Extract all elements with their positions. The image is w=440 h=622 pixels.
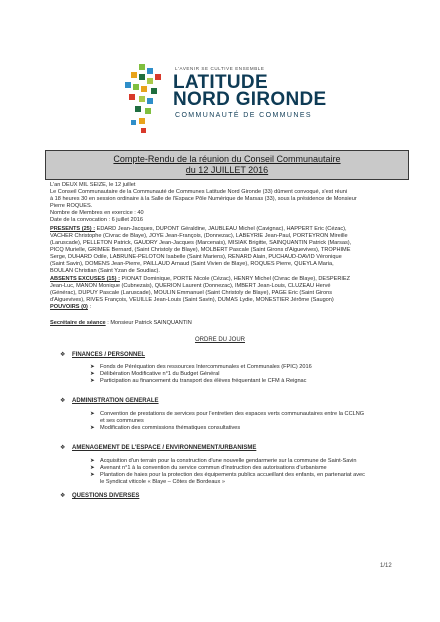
intro-paragraph [50,182,400,224]
presents-line: PICQ Murielle, GRIMEE Bernard, (Saint Christoly de Blaye), MOLBERT Pascale (Saint Girons d'Aiguevives), TROPHIME [50,247,351,253]
absents-line: Jean-Luc, MANON Monique (Cubnezais), QUERION Laurent (Donnezac), IMBERT Jean-Louis, CLUZEAU Hervé [50,283,331,289]
agenda-item: ➤ Modification des commissions thématiques consultatives [90,425,241,431]
diamond-bullet-icon: ❖ [60,493,66,499]
secretaire-value: : Monsieur Patrick SAINQUANTIN [105,320,192,326]
agenda-item: ➤ Plantation de haies pour la protection des équipements publics accueillant des enfants, en partenariat avec le Syndicat viticole « Blaye – Côtes de Bordeaux » [90,472,365,485]
absents-section [50,276,400,311]
agenda-items-amenagement [90,458,365,486]
agenda-section-heading: ADMINISTRATION GENERALE [72,398,159,404]
agenda-section-administration [60,397,159,405]
diamond-bullet-icon: ❖ [60,398,66,404]
agenda-items-administration [90,411,364,432]
arrow-bullet-icon: ➤ [90,465,95,471]
agenda-item: ➤ Acquisition d'un terrain pour la construction d'une nouvelle gendarmerie sur la commune de Saint-Savin [90,458,357,464]
arrow-bullet-icon: ➤ [90,425,95,431]
latitude-nord-gironde-logo [119,60,327,140]
agenda-section-amenagement [60,444,256,452]
absents-line: PIONAT Dominique, PORTE Nicole (Cézac), HENRY Michel (Civrac de Blaye), DESPERIEZ [119,276,351,282]
presents-line: EDARD Jean-Jacques, DUPONT Géraldine, JAUBLEAU Michel (Cavignac), HAPPERT Eric (Cézac), [95,226,347,232]
absents-label: ABSENTS EXCUSES (15) : [50,276,120,282]
arrow-bullet-icon: ➤ [90,458,95,464]
arrow-bullet-icon: ➤ [90,364,95,370]
title-line-2: du 12 JUILLET 2016 [185,165,269,175]
diamond-bullet-icon: ❖ [60,352,66,358]
agenda-item: ➤ Convention de prestations de services pour l'entretien des espaces verts communautaires entre la CCLNG et ses communes [90,411,365,424]
secretaire-label: Secrétaire de séance [50,320,106,326]
agenda-item: ➤ Délibération Modificative n°1 du Budget Général [90,371,220,377]
intro-line: Le Conseil Communautaire de la Communauté de Communes Latitude Nord Gironde (33) dûment convoqué, s'est réuni [50,189,348,195]
presents-line: (Saint Savin), DOMENS Jean-Pierre, PAILLAUD Arnaud (Saint Vivien de Blaye), ROQUES Pierre, QUEYLA Maria, [50,261,334,267]
presents-label: PRESENTS (25) : [50,226,96,232]
intro-line: L'an DEUX MIL SEIZE, le 12 juillet [50,182,136,188]
logo-mosaic-icon [119,60,163,140]
arrow-bullet-icon: ➤ [90,411,95,417]
pouvoirs-label: POUVOIRS (0) [50,304,88,310]
intro-line: Date de la convocation : 6 juillet 2016 [50,217,143,223]
logo-line-1: LATITUDE [173,72,268,93]
absents-line: d'Aiguevives), RIVES François, VEUILLE Jean-Louis (Saint Savin), DUMAS Lydie, MONESTIER Jérôme (Saugon) [50,297,334,303]
ordre-du-jour-heading: ORDRE DU JOUR [194,337,245,343]
agenda-item: ➤ Fonds de Péréquation des ressources Intercommunales et Communales (FPIC) 2016 [90,364,312,370]
intro-line: Pierre ROQUES. [50,203,93,209]
agenda-items-finances [90,364,312,385]
absents-line: (Générac), DUPUY Pascale (Laruscade), MOULIN Emmanuel (Saint Christoly de Blaye), PAGE Eric (Saint Girons [50,290,333,296]
agenda-section-questions [60,492,139,500]
diamond-bullet-icon: ❖ [60,445,66,451]
presents-line: BOULAN Christian (Saint Yzan de Soudiac). [50,268,160,274]
title-line-1: Compte-Rendu de la réunion du Conseil Communautaire [113,154,341,164]
intro-line: Nombre de Membres en exercice : 40 [50,210,144,216]
page-number: 1/12 [380,563,392,569]
logo-tagline: L'AVENIR SE CULTIVE ENSEMBLE [175,66,265,71]
agenda-item: ➤ Avenant n°1 à la convention du service commun d'instruction des autorisations d'urbanisme [90,465,327,471]
logo-line-2: NORD GIRONDE [173,89,327,110]
agenda-section-heading: QUESTIONS DIVERSES [72,493,140,499]
presents-line: VACHER Christophe (Civrac de Blaye), JOYE Jean-François, (Donnezac), LABEYRIE Jean-Paul, PORTEYRON Mireille [50,233,348,239]
arrow-bullet-icon: ➤ [90,378,95,384]
presents-section [50,226,400,275]
agenda-section-heading: AMENAGEMENT DE L'ESPACE / ENVIRONNEMENT/URBANISME [72,445,257,451]
title-box [45,150,409,180]
secretaire-section [50,320,400,327]
agenda-item: ➤ Participation au financement du transport des élèves fréquentant le CFM à Reignac [90,378,307,384]
presents-line: (Laruscade), PELLETON Patrick, GAUDRY Jean-Jacques (Marcenais), MISIAK Brigitte, SAINQUANTIN Patrick (Marsas), [50,240,352,246]
arrow-bullet-icon: ➤ [90,472,95,478]
pouvoirs-value: : [87,304,92,310]
agenda-section-heading: FINANCES / PERSONNEL [72,352,146,358]
agenda-section-finances [60,351,145,359]
arrow-bullet-icon: ➤ [90,371,95,377]
presents-line: Serge, DUHARD Odile, LABRUNE-PELOTON Isabelle (Saint Mariens), RENARD Alain, PUCHAUD-DAVID Véronique [50,254,342,260]
intro-line: à 18 heures 30 en session ordinaire à la Salle de l'Espace Pôle Numérique de Marsas (33), sous la présidence de Monsieur [50,196,357,202]
logo-subtitle: COMMUNAUTÉ DE COMMUNES [175,112,312,119]
